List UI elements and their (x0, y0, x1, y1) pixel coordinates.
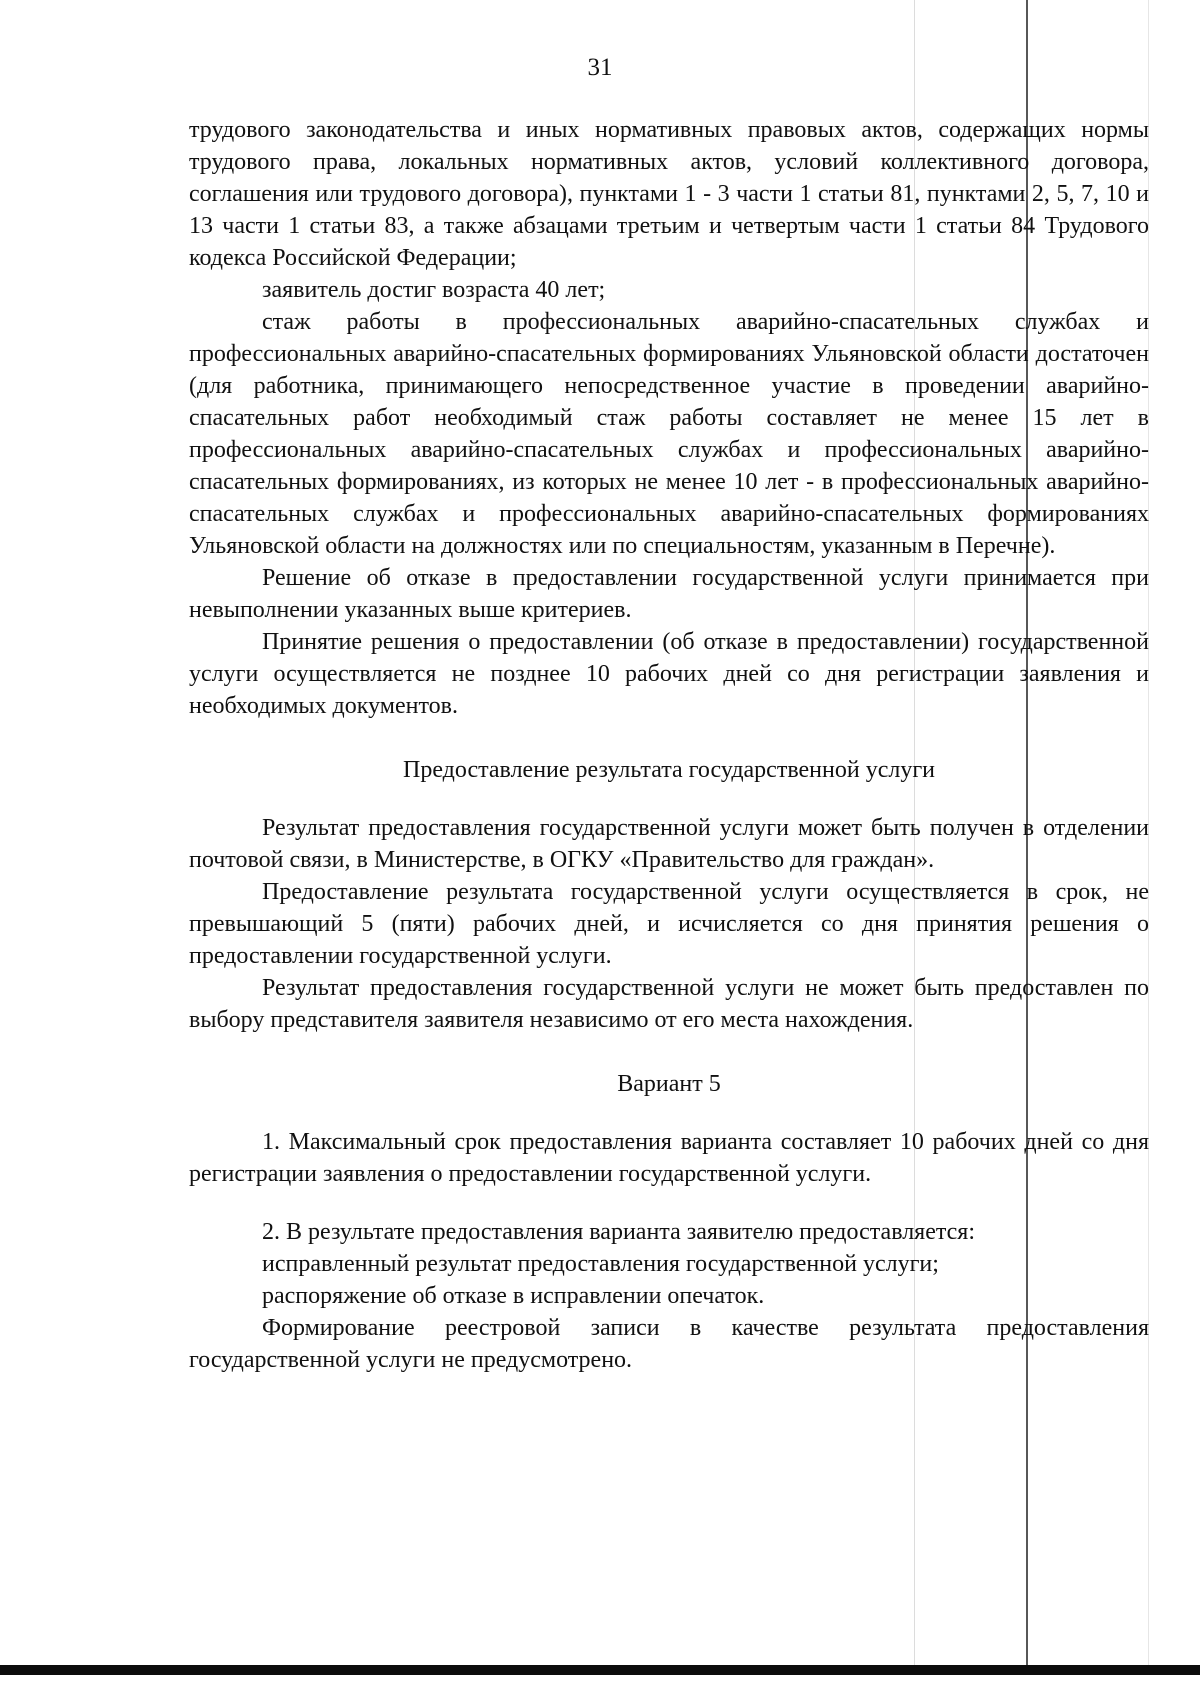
variant-item-2-intro: 2. В результате предоставления варианта заявителю предоставляется: (262, 1219, 976, 1245)
variant-item-2-list-item: распоряжение об отказе в исправлении опечаток. (262, 1283, 765, 1309)
variant-item-2-list-item: исправленный результат предоставления государственной услуги; (262, 1251, 939, 1277)
decision-deadline-paragraph: Принятие решения о предоставлении (об отказе в предоставлении) государственной услуги осуществляется не позднее 10 рабочих дней со дня регистрации заявления и необходимых документов. (189, 629, 1149, 719)
final-paragraph: Формирование реестровой записи в качестве результата предоставления государственной услуги не предусмотрено. (189, 1315, 1149, 1373)
result-paragraph: Результат предоставления государственной услуги может быть получен в отделении почтовой связи, в Министерстве, в ОГКУ «Правительство для граждан». (189, 815, 1149, 873)
criterion-experience: стаж работы в профессиональных аварийно-спасательных службах и профессиональных аварийно-спасательных формированиях Ульяновской области достаточен (для работника, принимающего непосредственное участие в проведении аварийно-спасательных работ необходимый стаж работы составляет не менее 15 лет в профессиональных аварийно-спасательных службах и профессиональных аварийно-спасательных формированиях, из которых не менее 10 лет - в профессиональных аварийно-спасательных службах и профессиональных аварийно-спасательных формированиях Ульяновской области на должностях или по специальностям, указанным в Перечне). (189, 309, 1149, 559)
result-paragraph: Результат предоставления государственной услуги не может быть предоставлен по выбору представителя заявителя независимо от его места нахождения. (189, 975, 1149, 1033)
result-paragraph: Предоставление результата государственной услуги осуществляется в срок, не превышающий 5 (пяти) рабочих дней, и исчисляется со дня принятия решения о предоставлении государственной услуги. (189, 879, 1149, 969)
document-body (189, 114, 1149, 1376)
section-heading-variant: Вариант 5 (617, 1071, 721, 1097)
scan-bottom-border (0, 1665, 1200, 1675)
page-number: 31 (587, 54, 613, 81)
refusal-decision-paragraph: Решение об отказе в предоставлении государственной услуги принимается при невыполнении указанных выше критериев. (189, 565, 1149, 623)
variant-item-1: 1. Максимальный срок предоставления варианта составляет 10 рабочих дней со дня регистрации заявления о предоставлении государственной услуги. (189, 1129, 1149, 1187)
section-heading-result: Предоставление результата государственной услуги (402, 757, 936, 783)
paragraph-continuation: трудового законодательства и иных нормативных правовых актов, содержащих нормы трудового права, локальных нормативных актов, условий коллективного договора, соглашения или трудового договора), пунктами 1 - 3 части 1 статьи 81, пунктами 2, 5, 7, 10 и 13 части 1 статьи 83, а также абзацами третьим и четвертым части 1 статьи 84 Трудового кодекса Российской Федерации; (189, 117, 1149, 271)
criterion-age: заявитель достиг возраста 40 лет; (262, 277, 606, 303)
